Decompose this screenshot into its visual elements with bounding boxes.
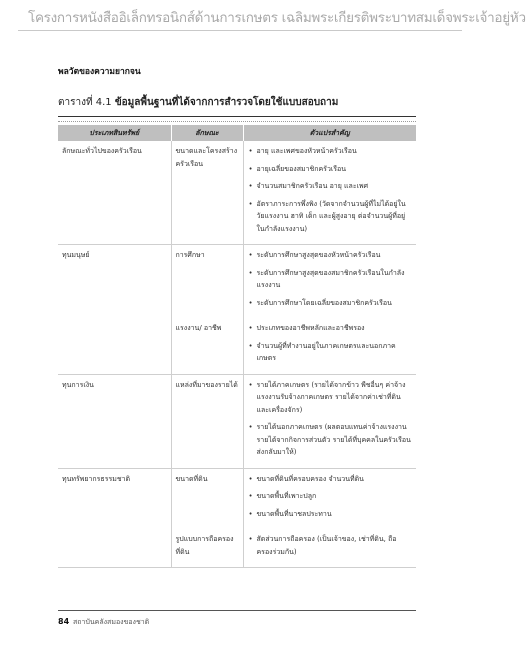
cell-key-variables [243, 468, 416, 529]
list-item: • ขนาดที่ดินที่ครอบครอง จำนวนที่ดิน [248, 473, 413, 486]
list-item: • ขนาดพื้นที่เพาะปลูก [248, 490, 413, 503]
column-header-key-variables: ตัวแปรสำคัญ [243, 125, 416, 141]
list-item: • ระดับการศึกษาสูงสุดของสมาชิกครัวเรือนในกำลังแรงงาน [248, 267, 413, 292]
cell-asset-type: ทุนมนุษย์ [58, 245, 171, 319]
cell-attribute: แรงงาน/ อาชีพ [171, 318, 243, 374]
cell-asset-type: ทุนทรัพยากรธรรมชาติ [58, 468, 171, 529]
list-item: • ขนาดพื้นที่นาชลประทาน [248, 508, 413, 521]
page-number: 84 [58, 617, 70, 626]
list-item: • รายได้นอกภาคเกษตร (ผลตอบแทนค่าจ้างแรงงาน รายได้จากกิจการส่วนตัว รายได้ที่บุคคลในครัวเรือนส่งกลับมาให้) [248, 421, 413, 459]
cell-key-variables [243, 141, 416, 245]
cell-asset-type [58, 529, 171, 568]
list-item: • สัดส่วนการถือครอง (เป็นเจ้าของ, เช่าที่ดิน, ถือครองร่วมกัน) [248, 533, 413, 558]
list-item: • ประเภทของอาชีพหลักและอาชีพรอง [248, 322, 413, 335]
cell-key-variables [243, 245, 416, 319]
cell-key-variables [243, 374, 416, 468]
table-caption [58, 95, 338, 110]
table-row [58, 141, 416, 245]
cell-key-variables [243, 529, 416, 568]
table-caption-text: ข้อมูลพื้นฐานที่ได้จากการสำรวจโดยใช้แบบสอบถาม [114, 97, 339, 108]
running-header: โครงการหนังสืออิเล็กทรอนิกส์ด้านการเกษตร เฉลิมพระเกียรติพระบาทสมเด็จพระเจ้าอยู่หัว [28, 10, 526, 26]
footer-divider [58, 610, 416, 611]
data-table [58, 125, 416, 568]
cell-asset-type: ลักษณะทั่วไปของครัวเรือน [58, 141, 171, 245]
cell-attribute: การศึกษา [171, 245, 243, 319]
cell-attribute: ขนาดและโครงสร้างครัวเรือน [171, 141, 243, 245]
cell-attribute: แหล่งที่มาของรายได้ [171, 374, 243, 468]
cell-attribute: ขนาดที่ดิน [171, 468, 243, 529]
header-divider [18, 30, 462, 31]
table-row [58, 529, 416, 568]
list-item: • จำนวนสมาชิกครัวเรือน อายุ และเพศ [248, 180, 413, 193]
table-row [58, 245, 416, 319]
list-item: • ระดับการศึกษาโดยเฉลี่ยของสมาชิกครัวเรือน [248, 297, 413, 310]
list-item: • ระดับการศึกษาสูงสุดของหัวหน้าครัวเรือน [248, 249, 413, 262]
column-header-attribute: ลักษณะ [171, 125, 243, 141]
cell-attribute: รูปแบบการถือครองที่ดิน [171, 529, 243, 568]
table-row [58, 318, 416, 374]
cell-asset-type [58, 318, 171, 374]
list-item: • อายุ และเพศของหัวหน้าครัวเรือน [248, 145, 413, 158]
section-title: พลวัตของความยากจน [58, 67, 141, 77]
list-item: • รายได้ภาคเกษตร (รายได้จากข้าว พืชอื่นๆ ค่าจ้างแรงงานรับจ้างภาคเกษตร รายได้จากค่าเช่าที่ดินและเครื่องจักร) [248, 379, 413, 417]
table-header-row [58, 125, 416, 141]
column-header-asset-type: ประเภทสินทรัพย์ [58, 125, 171, 141]
table-row [58, 468, 416, 529]
table-row [58, 374, 416, 468]
list-item: • อายุเฉลี่ยของสมาชิกครัวเรือน [248, 163, 413, 176]
caption-divider [58, 116, 416, 117]
footer-publisher: สถาบันคลังสมองของชาติ [73, 618, 150, 626]
cell-key-variables [243, 318, 416, 374]
list-item: • จำนวนผู้ที่ทำงานอยู่ในภาคเกษตรและนอกภาคเกษตร [248, 340, 413, 365]
table-caption-number: ตารางที่ 4.1 [58, 97, 112, 108]
list-item: • อัตราภาระการพึ่งพิง (วัดจากจำนวนผู้ที่ไม่ได้อยู่ในวัยแรงงาน ฮาทิ เด็ก และผู้สูงอายุ ต่อจำนวนผู้ที่อยู่ในกำลังแรงงาน) [248, 198, 413, 236]
caption-dotted-divider [58, 121, 416, 122]
cell-asset-type: ทุนการเงิน [58, 374, 171, 468]
